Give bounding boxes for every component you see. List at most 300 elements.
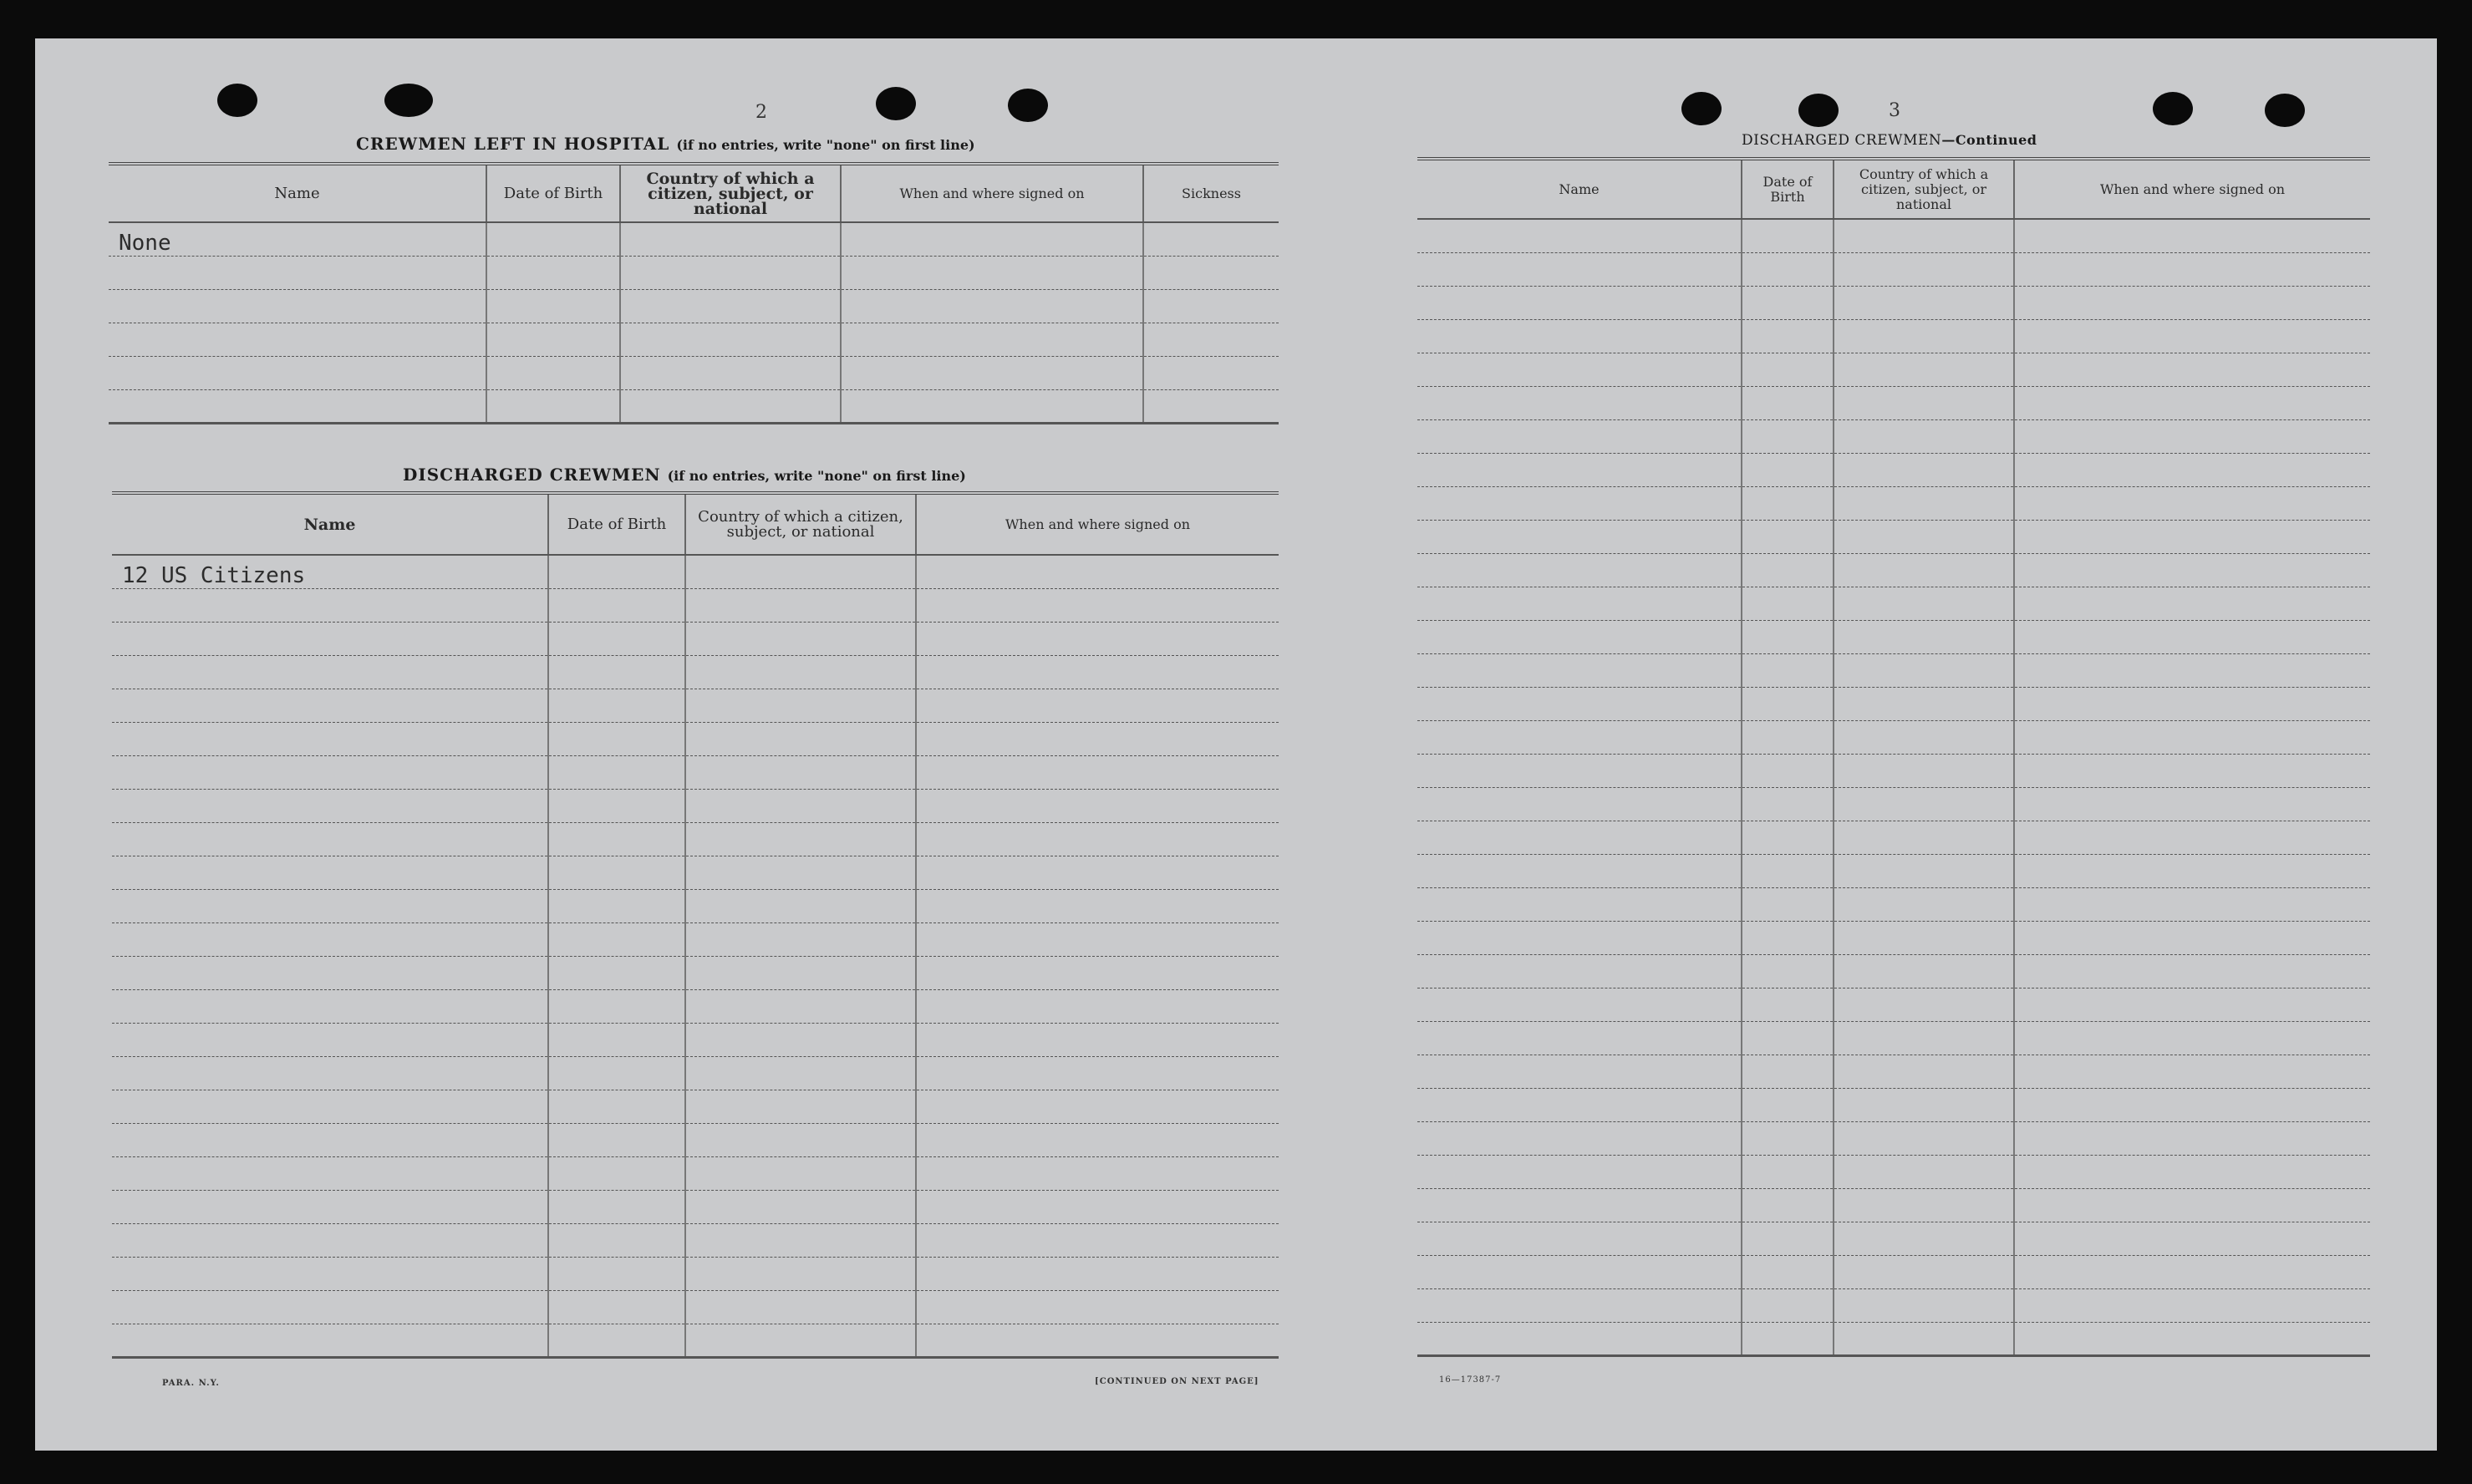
table-cell <box>112 789 548 822</box>
table-cell <box>916 822 1279 856</box>
table-cell <box>916 1090 1279 1123</box>
discharged-table-body <box>112 555 1279 1357</box>
table-row <box>1417 720 2370 754</box>
table-cell <box>1742 1188 1834 1222</box>
table-cell <box>685 622 916 655</box>
table-cell <box>1742 1088 1834 1121</box>
table-cell <box>1417 787 1742 821</box>
table-cell <box>112 1156 548 1190</box>
table-cell <box>916 622 1279 655</box>
column-header: Date of Birth <box>486 164 620 222</box>
table-cell <box>2014 687 2370 720</box>
table-cell <box>1417 453 1742 486</box>
table-row <box>1417 553 2370 587</box>
table-row <box>1417 653 2370 687</box>
table-cell <box>916 722 1279 755</box>
table-cell <box>112 1223 548 1257</box>
discharged-header-row <box>112 493 1279 555</box>
table-cell <box>1742 286 1834 319</box>
table-cell <box>2014 520 2370 553</box>
table-cell <box>1834 954 2014 988</box>
table-row <box>112 1290 1279 1324</box>
table-cell <box>2014 1155 2370 1188</box>
table-cell <box>486 222 620 256</box>
table-cell <box>548 1223 685 1257</box>
table-cell <box>2014 887 2370 921</box>
table-cell <box>1417 821 1742 854</box>
table-cell <box>841 356 1143 389</box>
table-cell <box>916 1156 1279 1190</box>
table-cell <box>548 689 685 722</box>
table-row <box>109 222 1279 256</box>
continued-note: [CONTINUED ON NEXT PAGE] <box>1095 1377 1259 1386</box>
table-cell <box>1742 821 1834 854</box>
table-row <box>112 588 1279 622</box>
table-cell <box>841 289 1143 323</box>
table-cell <box>2014 988 2370 1021</box>
table-row <box>1417 1055 2370 1088</box>
table-cell <box>1417 720 1742 754</box>
table-cell <box>620 356 841 389</box>
table-cell <box>685 755 916 789</box>
table-row <box>1417 1021 2370 1055</box>
continued-header-row <box>1417 159 2370 219</box>
table-cell <box>685 922 916 956</box>
table-cell <box>916 588 1279 622</box>
table-cell <box>1417 988 1742 1021</box>
punch-hole <box>217 84 257 117</box>
table-cell <box>548 1324 685 1357</box>
table-row <box>109 389 1279 423</box>
table-cell <box>1742 653 1834 687</box>
table-cell <box>548 1023 685 1056</box>
discharged-section-title: DISCHARGED CREWMEN (if no entries, write "none" on first line) <box>403 465 966 485</box>
table-row <box>112 1190 1279 1223</box>
table-cell <box>1834 754 2014 787</box>
column-header: Name <box>109 164 486 222</box>
table-row <box>1417 954 2370 988</box>
table-cell <box>1417 921 1742 954</box>
table-cell <box>1742 1121 1834 1155</box>
table-cell <box>620 323 841 356</box>
table-cell <box>548 956 685 989</box>
table-row <box>112 822 1279 856</box>
table-cell <box>1143 389 1279 423</box>
table-cell <box>1834 687 2014 720</box>
form-number: 16—17387-7 <box>1439 1375 1502 1385</box>
table-row <box>109 289 1279 323</box>
table-cell <box>112 889 548 922</box>
table-cell <box>1742 921 1834 954</box>
table-cell <box>112 1257 548 1290</box>
table-cell <box>916 1290 1279 1324</box>
table-cell <box>1834 1288 2014 1322</box>
table-cell <box>916 1023 1279 1056</box>
table-cell <box>1834 1121 2014 1155</box>
table-cell <box>1417 1222 1742 1255</box>
table-cell <box>1834 319 2014 353</box>
table-cell <box>1742 687 1834 720</box>
table-row <box>112 655 1279 689</box>
table-cell <box>1417 319 1742 353</box>
table-cell <box>1417 219 1742 252</box>
table-cell <box>2014 653 2370 687</box>
column-header: When and where signed on <box>841 164 1143 222</box>
table-cell: None <box>109 222 486 256</box>
table-row <box>1417 353 2370 386</box>
table-cell <box>1742 553 1834 587</box>
table-cell <box>548 755 685 789</box>
table-cell <box>685 588 916 622</box>
table-cell <box>2014 386 2370 419</box>
table-row <box>1417 453 2370 486</box>
table-row <box>112 789 1279 822</box>
table-cell <box>1417 1021 1742 1055</box>
table-cell <box>1742 1255 1834 1288</box>
table-cell <box>1834 286 2014 319</box>
punch-hole <box>1798 94 1839 127</box>
table-row <box>1417 319 2370 353</box>
table-cell <box>109 289 486 323</box>
table-row <box>1417 620 2370 653</box>
table-cell <box>109 356 486 389</box>
table-cell <box>486 289 620 323</box>
table-cell <box>841 256 1143 289</box>
table-cell <box>685 1290 916 1324</box>
table-cell <box>685 655 916 689</box>
punch-hole <box>1008 89 1048 122</box>
table-cell <box>1742 1288 1834 1322</box>
table-cell <box>2014 553 2370 587</box>
table-cell <box>685 689 916 722</box>
table-cell <box>685 1156 916 1190</box>
column-header: Name <box>1417 159 1742 219</box>
table-cell <box>2014 1255 2370 1288</box>
table-cell <box>1834 553 2014 587</box>
table-row <box>112 989 1279 1023</box>
table-cell <box>1417 386 1742 419</box>
table-cell <box>620 222 841 256</box>
hospital-table-body <box>109 222 1279 423</box>
table-cell <box>112 588 548 622</box>
table-cell <box>112 1324 548 1357</box>
table-cell <box>486 323 620 356</box>
table-cell <box>112 1056 548 1090</box>
table-cell <box>112 689 548 722</box>
table-cell <box>916 755 1279 789</box>
page-number-right: 3 <box>1889 100 1900 121</box>
table-row <box>1417 854 2370 887</box>
continued-table-body <box>1417 219 2370 1355</box>
table-cell <box>2014 353 2370 386</box>
table-cell <box>1417 1188 1742 1222</box>
discharged-continued-table <box>1417 157 2370 1357</box>
table-cell <box>1834 1255 2014 1288</box>
table-cell <box>1834 386 2014 419</box>
table-cell <box>548 889 685 922</box>
table-cell <box>1742 1155 1834 1188</box>
table-row <box>1417 687 2370 720</box>
table-cell <box>1742 587 1834 620</box>
table-cell <box>548 722 685 755</box>
table-cell <box>1834 1155 2014 1188</box>
table-cell <box>916 1056 1279 1090</box>
table-cell <box>685 1223 916 1257</box>
table-cell <box>2014 1121 2370 1155</box>
table-row <box>112 922 1279 956</box>
table-cell <box>486 356 620 389</box>
table-cell <box>2014 1288 2370 1322</box>
table-row <box>1417 887 2370 921</box>
table-cell <box>916 1123 1279 1156</box>
table-cell <box>2014 1322 2370 1355</box>
table-cell <box>112 722 548 755</box>
table-cell <box>1742 954 1834 988</box>
table-cell <box>1742 887 1834 921</box>
table-cell <box>1742 419 1834 453</box>
table-row <box>112 1090 1279 1123</box>
table-cell <box>916 555 1279 588</box>
table-row <box>1417 1288 2370 1322</box>
table-cell <box>1834 252 2014 286</box>
table-cell <box>685 555 916 588</box>
table-row <box>112 1156 1279 1190</box>
table-cell <box>1143 323 1279 356</box>
table-cell <box>1834 988 2014 1021</box>
table-row <box>109 256 1279 289</box>
table-cell <box>916 655 1279 689</box>
table-cell <box>1143 289 1279 323</box>
form-sheet <box>35 38 2437 1451</box>
table-cell <box>1834 854 2014 887</box>
table-cell <box>1417 1055 1742 1088</box>
table-cell <box>685 956 916 989</box>
table-cell <box>112 1190 548 1223</box>
table-cell <box>916 689 1279 722</box>
punch-hole <box>2265 94 2305 127</box>
table-cell <box>548 1290 685 1324</box>
table-cell <box>685 722 916 755</box>
table-cell <box>1742 486 1834 520</box>
table-cell <box>1417 687 1742 720</box>
table-row <box>109 356 1279 389</box>
table-cell <box>916 989 1279 1023</box>
table-cell <box>916 789 1279 822</box>
table-cell <box>548 1257 685 1290</box>
table-row <box>112 1257 1279 1290</box>
table-cell <box>1417 553 1742 587</box>
table-cell <box>1834 219 2014 252</box>
punch-hole <box>876 87 916 120</box>
table-cell <box>2014 286 2370 319</box>
table-cell <box>1143 222 1279 256</box>
table-cell <box>916 1223 1279 1257</box>
table-cell <box>1742 453 1834 486</box>
table-cell <box>916 956 1279 989</box>
punch-hole <box>384 84 433 117</box>
table-cell <box>112 989 548 1023</box>
table-cell <box>1742 988 1834 1021</box>
table-cell <box>916 1257 1279 1290</box>
table-cell <box>548 1190 685 1223</box>
table-row <box>1417 988 2370 1021</box>
column-header: Sickness <box>1143 164 1279 222</box>
column-header: Date of Birth <box>548 493 685 555</box>
table-cell <box>1742 1055 1834 1088</box>
table-cell <box>1742 1021 1834 1055</box>
table-cell <box>1742 754 1834 787</box>
table-cell <box>2014 319 2370 353</box>
page-number-left: 2 <box>755 102 767 123</box>
punch-hole <box>2153 92 2193 125</box>
table-cell <box>2014 821 2370 854</box>
table-cell <box>1834 720 2014 754</box>
table-cell <box>685 889 916 922</box>
table-row <box>112 622 1279 655</box>
table-cell <box>548 1090 685 1123</box>
table-cell <box>2014 1021 2370 1055</box>
table-cell <box>1834 453 2014 486</box>
table-cell <box>548 555 685 588</box>
table-cell <box>2014 486 2370 520</box>
table-cell <box>1834 1088 2014 1121</box>
table-cell <box>1742 1322 1834 1355</box>
table-row <box>1417 587 2370 620</box>
table-cell <box>1417 520 1742 553</box>
table-cell <box>841 222 1143 256</box>
table-cell <box>109 323 486 356</box>
hospital-table <box>109 162 1279 424</box>
column-header: Name <box>112 493 548 555</box>
table-cell <box>2014 219 2370 252</box>
table-cell <box>1834 1188 2014 1222</box>
table-row <box>1417 1121 2370 1155</box>
table-cell <box>1742 620 1834 653</box>
table-cell <box>2014 587 2370 620</box>
table-cell <box>1417 620 1742 653</box>
table-row <box>1417 520 2370 553</box>
table-cell <box>548 822 685 856</box>
table-cell <box>1834 486 2014 520</box>
table-cell <box>2014 1088 2370 1121</box>
table-cell <box>1834 419 2014 453</box>
table-cell <box>1417 587 1742 620</box>
table-cell <box>548 588 685 622</box>
table-cell <box>620 256 841 289</box>
table-cell <box>112 822 548 856</box>
table-cell <box>1417 954 1742 988</box>
table-cell <box>1834 1222 2014 1255</box>
table-cell <box>1143 256 1279 289</box>
table-cell <box>916 856 1279 889</box>
table-row <box>112 856 1279 889</box>
table-cell <box>2014 1188 2370 1222</box>
hospital-section-title: CREWMEN LEFT IN HOSPITAL (if no entries, write "none" on first line) <box>356 134 975 154</box>
table-cell <box>2014 252 2370 286</box>
table-cell <box>685 989 916 1023</box>
discharged-continued-title: DISCHARGED CREWMEN—Continued <box>1742 132 2037 149</box>
table-cell <box>2014 1055 2370 1088</box>
table-cell <box>1417 887 1742 921</box>
column-header: When and where signed on <box>916 493 1279 555</box>
table-row <box>1417 754 2370 787</box>
table-cell <box>1417 353 1742 386</box>
table-row <box>1417 1222 2370 1255</box>
table-cell <box>685 1190 916 1223</box>
table-row <box>1417 252 2370 286</box>
table-cell <box>1834 921 2014 954</box>
table-cell <box>1417 1322 1742 1355</box>
table-cell <box>841 323 1143 356</box>
table-cell <box>1742 386 1834 419</box>
table-cell <box>548 622 685 655</box>
table-cell <box>620 289 841 323</box>
table-cell <box>548 922 685 956</box>
table-cell <box>2014 720 2370 754</box>
table-row <box>1417 419 2370 453</box>
table-cell <box>109 256 486 289</box>
table-cell <box>1417 419 1742 453</box>
table-cell <box>1834 353 2014 386</box>
table-cell <box>112 755 548 789</box>
table-cell <box>2014 787 2370 821</box>
table-cell <box>916 1324 1279 1357</box>
table-cell <box>685 822 916 856</box>
table-cell <box>685 1123 916 1156</box>
column-header: Country of which a citizen, subject, or national <box>685 493 916 555</box>
table-cell <box>2014 954 2370 988</box>
discharged-table <box>112 491 1279 1359</box>
table-row <box>112 1056 1279 1090</box>
table-cell <box>1742 720 1834 754</box>
table-cell <box>1417 854 1742 887</box>
table-row <box>1417 1322 2370 1355</box>
table-cell <box>2014 754 2370 787</box>
table-cell <box>1834 1055 2014 1088</box>
table-cell <box>1417 252 1742 286</box>
column-header: Country of which a citizen, subject, or national <box>1834 159 2014 219</box>
table-row <box>1417 1255 2370 1288</box>
table-cell <box>1417 754 1742 787</box>
table-cell <box>112 1290 548 1324</box>
table-cell <box>841 389 1143 423</box>
table-cell <box>1417 1288 1742 1322</box>
table-row <box>1417 921 2370 954</box>
table-row <box>112 956 1279 989</box>
table-row <box>109 323 1279 356</box>
table-cell <box>548 1156 685 1190</box>
table-cell <box>620 389 841 423</box>
column-header: Country of which a citizen, subject, or national <box>620 164 841 222</box>
table-cell: 12 US Citizens <box>112 555 548 588</box>
table-cell <box>1742 854 1834 887</box>
table-cell <box>1834 520 2014 553</box>
table-row <box>1417 219 2370 252</box>
table-cell <box>1834 653 2014 687</box>
table-cell <box>112 922 548 956</box>
table-cell <box>1417 1121 1742 1155</box>
table-cell <box>2014 419 2370 453</box>
hospital-header-row <box>109 164 1279 222</box>
table-cell <box>112 1123 548 1156</box>
table-row <box>1417 821 2370 854</box>
table-row <box>1417 787 2370 821</box>
table-cell <box>1417 286 1742 319</box>
table-cell <box>685 1090 916 1123</box>
table-cell <box>916 1190 1279 1223</box>
table-cell <box>1834 787 2014 821</box>
table-row <box>112 722 1279 755</box>
